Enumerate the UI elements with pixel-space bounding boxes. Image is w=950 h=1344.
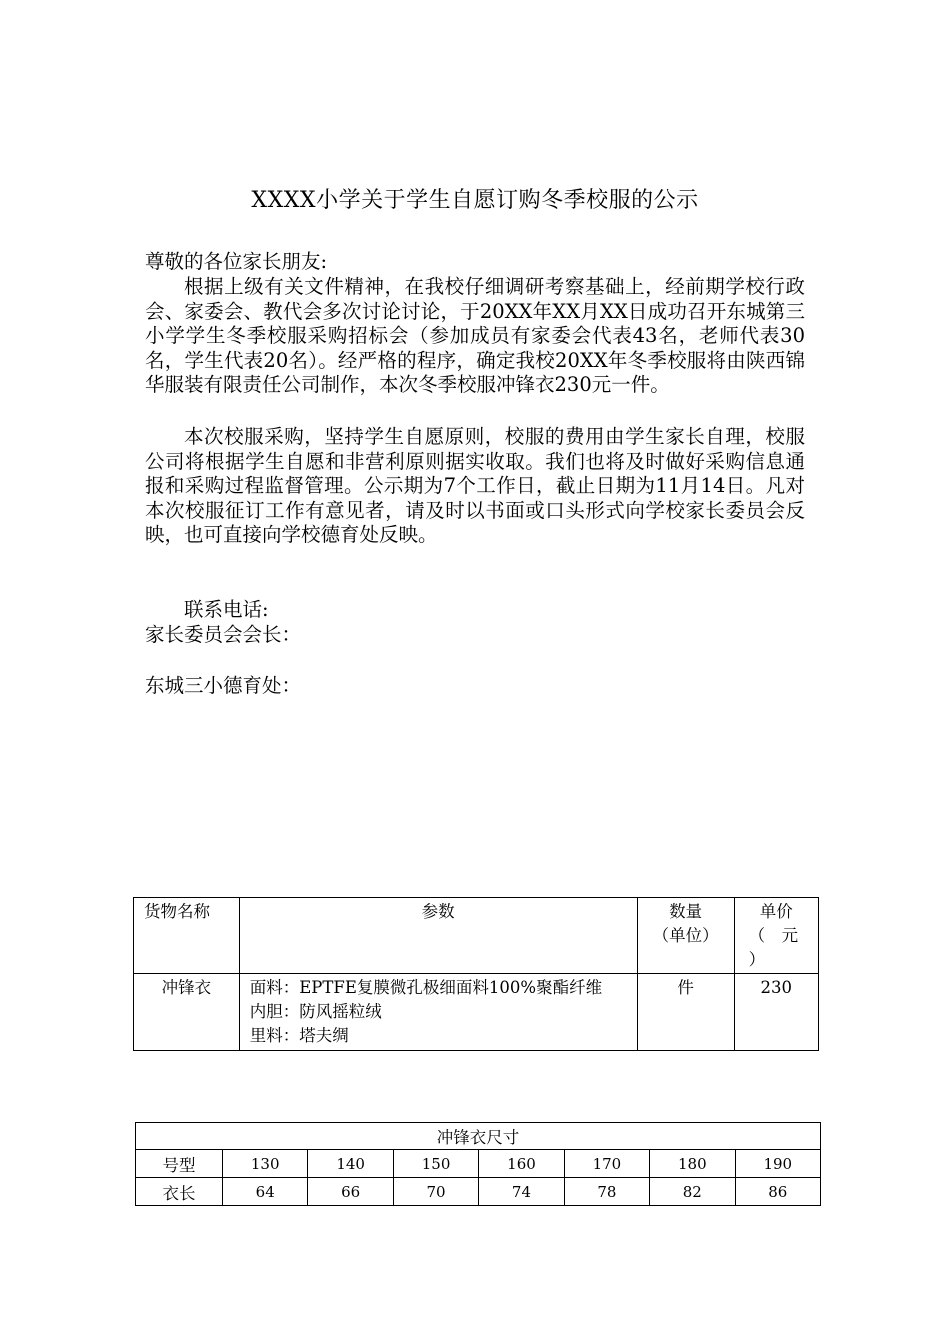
header-price-line1: 单价 — [759, 902, 793, 921]
paragraph-2: 本次校服采购，坚持学生自愿原则，校服的费用由学生家长自理，校服公司将根据学生自愿和非营利原则据实收取。我们也将及时做好采购信息通报和采购过程监督管理。公示期为7个工作日，截止日期为11月14日。凡对本次校服征订工作有意见者，请及时以书面或口头形式向学校家长委员会反映，也可直接向学校德育处反映。 — [145, 425, 805, 546]
goods-header-row — [134, 898, 819, 974]
committee-chair-label: 家长委员会会长： — [145, 623, 302, 646]
moral-office-label: 东城三小德育处： — [145, 674, 302, 697]
length-cell: 86 — [735, 1178, 820, 1206]
length-cell: 70 — [393, 1178, 478, 1206]
document-title: XXXX小学关于学生自愿订购冬季校服的公示 — [251, 188, 699, 213]
header-goods-name: 货物名称 — [134, 898, 240, 974]
size-cell: 130 — [223, 1150, 308, 1178]
goods-price-cell: 230 — [734, 974, 818, 1051]
size-cell: 180 — [650, 1150, 735, 1178]
contact-label: 联系电话: — [184, 598, 269, 621]
paragraph-1: 根据上级有关文件精神，在我校仔细调研考察基础上，经前期学校行政会、家委会、教代会多次讨论讨论，于20XX年XX月XX日成功召开东城第三小学学生冬季校服采购招标会（参加成员有家委会代表43名，老师代表30名，学生代表20名）。经严格的程序，确定我校20XX年冬季校服将由陕西锦华服装有限责任公司制作，本次冬季校服冲锋衣230元一件。 — [145, 275, 805, 396]
header-quantity-line2: （单位） — [652, 926, 719, 945]
header-price-line2: （ 元 — [748, 926, 799, 945]
size-cell: 150 — [393, 1150, 478, 1178]
length-cell: 64 — [223, 1178, 308, 1206]
length-row — [136, 1178, 821, 1206]
size-table-caption: 冲锋衣尺寸 — [136, 1123, 821, 1150]
size-table — [135, 1122, 821, 1206]
length-cell: 74 — [479, 1178, 564, 1206]
size-caption-row — [136, 1123, 821, 1150]
goods-row — [134, 974, 819, 1051]
header-unit-price — [734, 898, 818, 974]
length-cell: 78 — [564, 1178, 649, 1206]
size-cell: 190 — [735, 1150, 820, 1178]
goods-params-cell — [239, 974, 637, 1051]
goods-name-cell: 冲锋衣 — [134, 974, 240, 1051]
size-row — [136, 1150, 821, 1178]
length-cell: 66 — [308, 1178, 393, 1206]
size-row-label: 号型 — [136, 1150, 223, 1178]
header-quantity — [637, 898, 734, 974]
size-cell: 140 — [308, 1150, 393, 1178]
goods-table — [133, 897, 819, 1051]
header-params: 参数 — [239, 898, 637, 974]
header-price-line3: ） — [748, 950, 766, 969]
param-lining: 里料：塔夫绸 — [249, 1026, 349, 1045]
header-quantity-line1: 数量 — [669, 902, 703, 921]
greeting: 尊敬的各位家长朋友: — [145, 250, 328, 273]
size-cell: 170 — [564, 1150, 649, 1178]
size-cell: 160 — [479, 1150, 564, 1178]
length-row-label: 衣长 — [136, 1178, 223, 1206]
length-cell: 82 — [650, 1178, 735, 1206]
param-liner: 内胆：防风摇粒绒 — [249, 1002, 382, 1021]
goods-unit-cell: 件 — [637, 974, 734, 1051]
param-fabric: 面料：EPTFE复膜微孔极细面料100%聚酯纤维 — [249, 978, 603, 997]
